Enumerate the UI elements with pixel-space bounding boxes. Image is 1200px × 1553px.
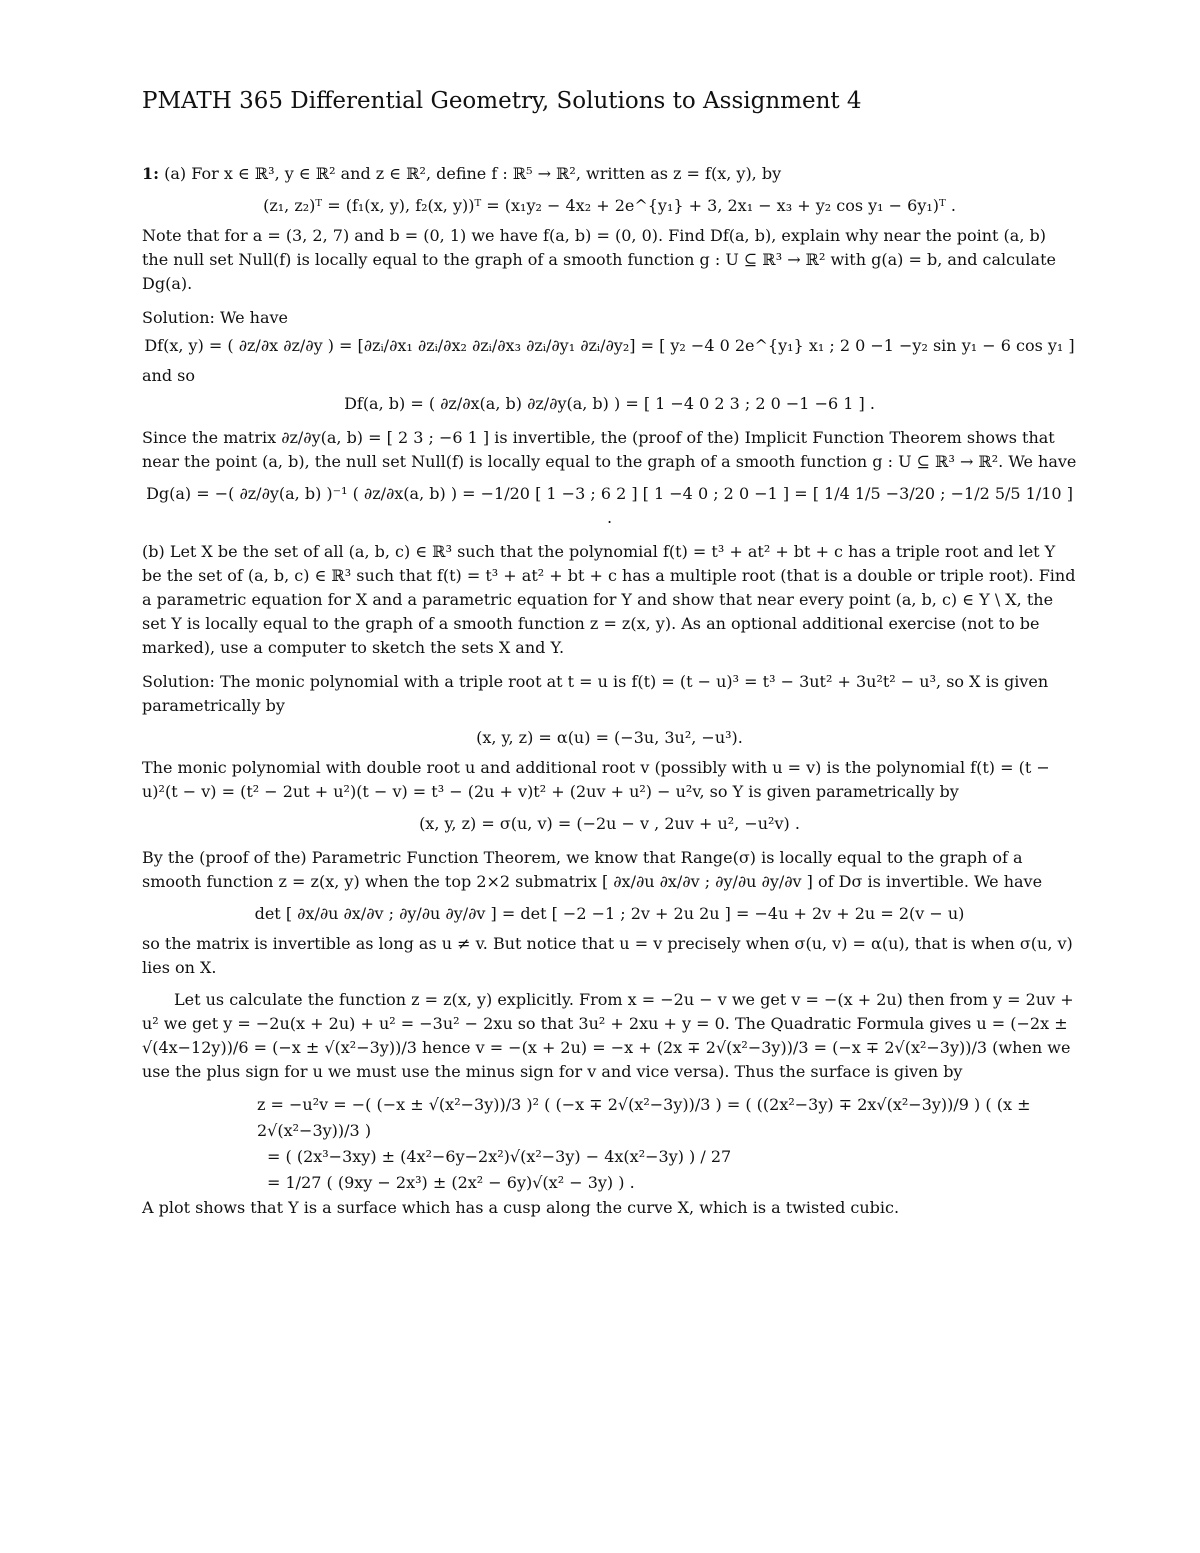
equation-z-line-1: z = −u²v = −( (−x ± √(x²−3y))/3 )² ( (−x ∓ 2√(x²−3y))/3 ) = ( ((2x²−3y) ∓ 2x√(x²−3y))/9 ) ( (x ± 2√(x²−3y))/3 ) (257, 1095, 1031, 1140)
equation-det: det [ ∂x/∂u ∂x/∂v ; ∂y/∂u ∂y/∂v ] = det [ −2 −1 ; 2v + 2u 2u ] = −4u + 2v + 2u = 2(v − u) (254, 904, 965, 923)
question-1a-intro (142, 162, 1077, 186)
equation-Df: Df(x, y) = ( ∂z/∂x ∂z/∂y ) = [∂zᵢ/∂x₁ ∂zᵢ/∂x₂ ∂zᵢ/∂x₃ ∂zᵢ/∂y₁ ∂zᵢ/∂y₂] = [ y₂ −4 0 2e^{y₁} x₁ ; 2 0 −1 −y₂ sin y₁ − 6 cos y₁ ] (144, 336, 1075, 355)
question-number: 1: (142, 164, 160, 183)
equation-Df-ab: Df(a, b) = ( ∂z/∂x(a, b) ∂z/∂y(a, b) ) = [ 1 −4 0 2 3 ; 2 0 −1 −6 1 ] . (344, 394, 875, 413)
equation-z-line-2: = ( (2x³−3xy) ± (4x²−6y−2x²)√(x²−3y) − 4x(x²−3y) ) / 27 (267, 1147, 732, 1166)
equation-Dg: Dg(a) = −( ∂z/∂y(a, b) )⁻¹ ( ∂z/∂x(a, b) ) = −1/20 [ 1 −3 ; 6 2 ] [ 1 −4 0 ; 2 0 −1 ] = [ 1/4 1/5 −3/20 ; −1/2 5/5 1/10 ] . (146, 484, 1073, 527)
question-1b-text: (b) Let X be the set of all (a, b, c) ∈ ℝ³ such that the polynomial f(t) = t³ + at² + bt + c has a triple root and let Y be the set of (a, b, c) ∈ ℝ³ such that f(t) = t³ + at² + bt + c has a multiple root (that is a double or triple root). Find a parametric equation for X and a parametric equation for Y and show that near every point (a, b, c) ∈ Y \ X, the set Y is locally equal to the graph of a smooth function z = z(x, y). As an optional additional exercise (not to be marked), use a computer to sketch the sets X and Y. (142, 542, 1076, 657)
solution-b-text-1: Solution: The monic polynomial with a triple root at t = u is f(t) = (t − u)³ = t³ − 3ut² + 3u²t² − u³, so X is given parametrically by (142, 672, 1049, 715)
equation-alpha: (x, y, z) = α(u) = (−3u, 3u², −u³). (476, 728, 743, 747)
conclusion-text: A plot shows that Y is a surface which has a cusp along the curve X, which is a twisted cubic. (142, 1198, 900, 1217)
solution-b-text-2: The monic polynomial with double root u and additional root v (possibly with u = v) is the polynomial f(t) = (t − u)²(t − v) = (t² − 2ut + u²)(t − v) = t³ − (2u + v)t² + (2uv + u²) − u²v, so Y is given parametrically by (142, 758, 1050, 801)
solution-a-label: Solution: We have (142, 308, 289, 327)
equation-sigma: (x, y, z) = σ(u, v) = (−2u − v , 2uv + u², −u²v) . (419, 814, 800, 833)
question-1a-text: Note that for a = (3, 2, 7) and b = (0, 1) we have f(a, b) = (0, 0). Find Df(a, b), explain why near the point (a, b) the null set Null(f) is locally equal to the graph of a smooth function g : U ⊆ ℝ³ → ℝ² with g(a) = b, and calculate Dg(a). (142, 226, 1056, 293)
equation-z-line-3: = 1/27 ( (9xy − 2x³) ± (2x² − 6y)√(x² − 3y) ) . (267, 1173, 635, 1192)
solution-b-text-5: Let us calculate the function z = z(x, y) explicitly. From x = −2u − v we get v = −(x + 2u) then from y = 2uv + u² we get y = −2u(x + 2u) + u² = −3u² − 2xu so that 3u² + 2xu + y = 0. The Quadratic Formula gives u = (−2x ± √(4x−12y))/6 = (−x ± √(x²−3y))/3 hence v = −(x + 2u) = −x + (2x ∓ 2√(x²−3y))/3 = (−x ∓ 2√(x²−3y))/3 (when we use the plus sign for u we must use the minus sign for v and vice versa). Thus the surface is given by (142, 990, 1074, 1081)
question-1a-intro-text: (a) For x ∈ ℝ³, y ∈ ℝ² and z ∈ ℝ², define f : ℝ⁵ → ℝ², written as z = f(x, y), by (164, 164, 782, 183)
document-page (142, 88, 1077, 1228)
solution-b-text-4: so the matrix is invertible as long as u ≠ v. But notice that u = v precisely when σ(u, v) = α(u), that is when σ(u, v) lies on X. (142, 934, 1073, 977)
document-title: PMATH 365 Differential Geometry, Solutions to Assignment 4 (142, 88, 862, 114)
equation-f: (z₁, z₂)ᵀ = (f₁(x, y), f₂(x, y))ᵀ = (x₁y₂ − 4x₂ + 2e^{y₁} + 3, 2x₁ − x₃ + y₂ cos y₁ − 6y₁)ᵀ . (263, 196, 956, 215)
and-so-text: and so (142, 366, 196, 385)
solution-b-text-3: By the (proof of the) Parametric Function Theorem, we know that Range(σ) is locally equal to the graph of a smooth function z = z(x, y) when the top 2×2 submatrix [ ∂x/∂u ∂x/∂v ; ∂y/∂u ∂y/∂v ] of Dσ is invertible. We have (142, 848, 1043, 891)
solution-a-text: Since the matrix ∂z/∂y(a, b) = [ 2 3 ; −6 1 ] is invertible, the (proof of the) Implicit Function Theorem shows that near the point (a, b), the null set Null(f) is locally equal to the graph of a smooth function g : U ⊆ ℝ³ → ℝ². We have (142, 428, 1077, 471)
